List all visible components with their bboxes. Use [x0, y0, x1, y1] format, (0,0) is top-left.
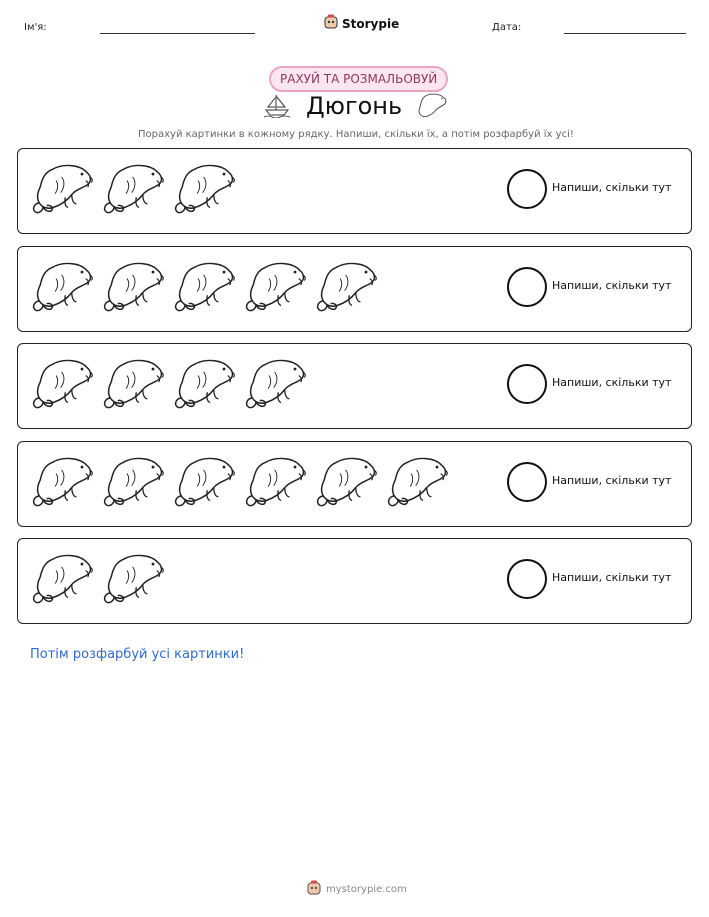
dugong-icon: [243, 354, 308, 412]
dugong-icon: [101, 257, 166, 315]
dugong-icon: [314, 452, 379, 510]
animal-group: [30, 354, 308, 412]
animal-group: [30, 257, 379, 315]
storypie-logo-icon: [307, 880, 321, 899]
answer-hint: Напиши, скільки тут: [552, 181, 672, 194]
footer-site[interactable]: mystorypie.com: [326, 884, 407, 895]
dugong-icon: [385, 452, 450, 510]
animal-group: [30, 549, 166, 607]
dugong-icon: [314, 257, 379, 315]
dugong-icon: [30, 354, 95, 412]
dugong-icon: [101, 354, 166, 412]
animal-group: [30, 452, 450, 510]
count-row-1: [17, 148, 692, 234]
dugong-title-icon: [414, 92, 450, 124]
dugong-icon: [101, 159, 166, 217]
count-row-5: [17, 538, 692, 624]
count-row-3: [17, 343, 692, 429]
answer-hint: Напиши, скільки тут: [552, 279, 672, 292]
boat-icon: [262, 92, 292, 122]
answer-circle[interactable]: [507, 559, 547, 599]
name-label: Ім'я:: [24, 22, 47, 33]
name-line[interactable]: [100, 33, 255, 34]
brand: [324, 14, 399, 33]
answer-circle[interactable]: [507, 462, 547, 502]
answer-circle[interactable]: [507, 364, 547, 404]
dugong-icon: [30, 549, 95, 607]
brand-name: Storypie: [342, 16, 400, 31]
answer-hint: Напиши, скільки тут: [552, 474, 672, 487]
dugong-icon: [172, 354, 237, 412]
answer-circle[interactable]: [507, 169, 547, 209]
dugong-icon: [30, 452, 95, 510]
category-badge: РАХУЙ ТА РОЗМАЛЬОВУЙ: [269, 66, 448, 92]
footer-note: Потім розфарбуй усі картинки!: [30, 647, 245, 662]
dugong-icon: [101, 452, 166, 510]
date-label: Дата:: [492, 22, 522, 33]
count-row-4: [17, 441, 692, 527]
date-line[interactable]: [564, 33, 686, 34]
dugong-icon: [30, 257, 95, 315]
dugong-icon: [172, 159, 237, 217]
instruction-text: Порахуй картинки в кожному рядку. Напиши, скільки їх, а потім розфарбуй їх усі!: [138, 129, 574, 140]
count-row-2: [17, 246, 692, 332]
dugong-icon: [101, 549, 166, 607]
storypie-logo-icon: [324, 14, 338, 33]
answer-hint: Напиши, скільки тут: [552, 376, 672, 389]
dugong-icon: [172, 452, 237, 510]
page-title: Дюгонь: [306, 92, 403, 120]
answer-circle[interactable]: [507, 267, 547, 307]
footer: [307, 880, 407, 899]
answer-hint: Напиши, скільки тут: [552, 571, 672, 584]
animal-group: [30, 159, 237, 217]
dugong-icon: [30, 159, 95, 217]
dugong-icon: [172, 257, 237, 315]
dugong-icon: [243, 452, 308, 510]
dugong-icon: [243, 257, 308, 315]
